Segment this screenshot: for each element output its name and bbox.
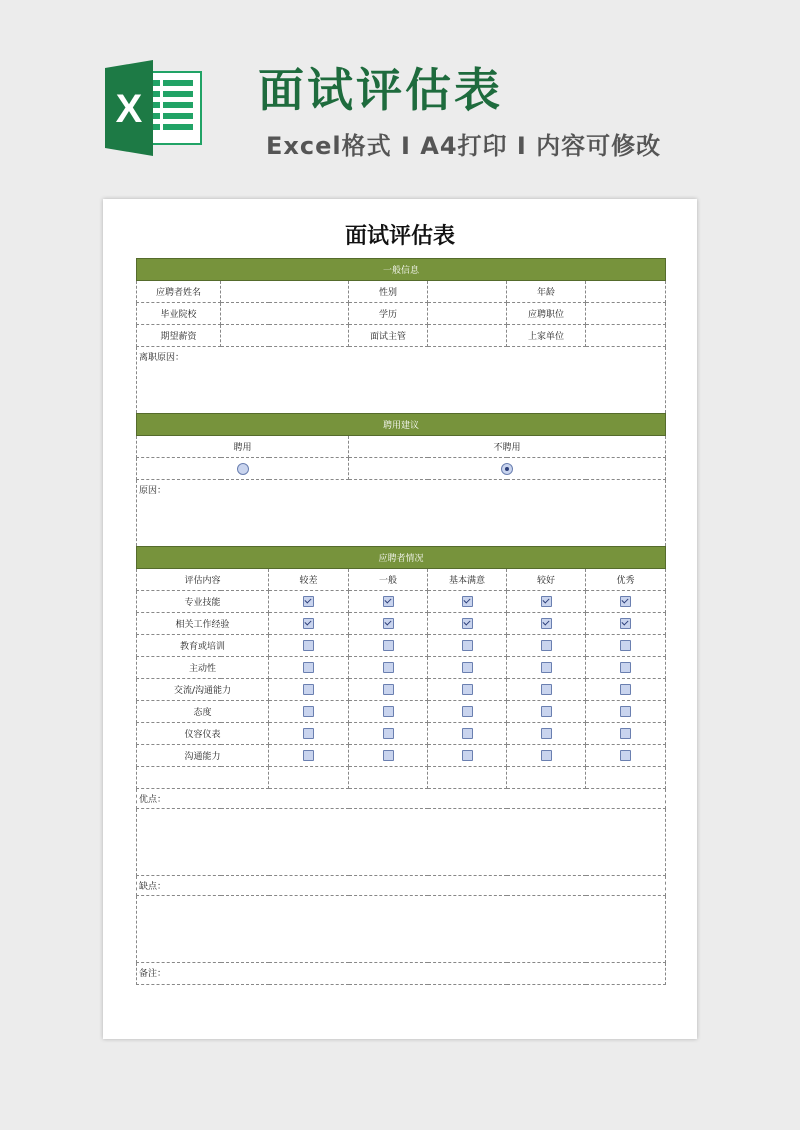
rating-checkbox[interactable]	[303, 684, 314, 695]
evaluation-row-label: 仪容仪表	[137, 723, 269, 745]
evaluation-row	[137, 657, 666, 679]
rating-checkbox[interactable]	[462, 640, 473, 651]
rating-checkbox[interactable]	[541, 618, 552, 629]
strengths-field[interactable]	[137, 809, 666, 876]
input-interviewer[interactable]	[428, 325, 507, 347]
eval-col-header: 评估内容	[137, 569, 269, 591]
section-header-evaluation: 应聘者情况	[137, 547, 666, 569]
empty-cell[interactable]	[349, 767, 428, 789]
logo-letter: X	[115, 87, 143, 131]
label-interviewer: 面试主管	[349, 325, 428, 347]
rating-checkbox[interactable]	[303, 618, 314, 629]
rating-checkbox[interactable]	[620, 618, 631, 629]
rating-checkbox[interactable]	[383, 728, 394, 739]
eval-col-header: 基本满意	[428, 569, 507, 591]
rating-checkbox[interactable]	[541, 640, 552, 651]
label-age: 年龄	[507, 281, 586, 303]
interview-form-table	[136, 258, 666, 985]
section-header-general: 一般信息	[137, 259, 666, 281]
rating-checkbox[interactable]	[462, 618, 473, 629]
evaluation-row	[137, 745, 666, 767]
option-hire-label: 聘用	[137, 436, 349, 458]
banner-title: 面试评估表	[258, 63, 503, 117]
option-not-hire-label: 不聘用	[349, 436, 666, 458]
rating-checkbox[interactable]	[383, 618, 394, 629]
evaluation-row	[137, 723, 666, 745]
evaluation-row-label: 教育或培训	[137, 635, 269, 657]
evaluation-row-label: 态度	[137, 701, 269, 723]
rating-checkbox[interactable]	[303, 750, 314, 761]
hire-reason-field[interactable]: 原因：	[137, 480, 666, 547]
rating-checkbox[interactable]	[620, 728, 631, 739]
input-education[interactable]	[428, 303, 507, 325]
excel-logo-icon	[103, 58, 203, 158]
rating-checkbox[interactable]	[462, 728, 473, 739]
form-sheet	[103, 199, 697, 1039]
input-school[interactable]	[221, 303, 349, 325]
rating-checkbox[interactable]	[303, 596, 314, 607]
rating-checkbox[interactable]	[383, 706, 394, 717]
label-gender: 性别	[349, 281, 428, 303]
rating-checkbox[interactable]	[462, 684, 473, 695]
rating-checkbox[interactable]	[541, 684, 552, 695]
evaluation-row	[137, 635, 666, 657]
rating-checkbox[interactable]	[383, 662, 394, 673]
eval-col-header: 优秀	[586, 569, 666, 591]
rating-checkbox[interactable]	[541, 596, 552, 607]
rating-checkbox[interactable]	[383, 640, 394, 651]
evaluation-row	[137, 701, 666, 723]
rating-checkbox[interactable]	[541, 750, 552, 761]
evaluation-row-label: 沟通能力	[137, 745, 269, 767]
label-previous-employer: 上家单位	[507, 325, 586, 347]
rating-checkbox[interactable]	[541, 728, 552, 739]
rating-checkbox[interactable]	[541, 662, 552, 673]
rating-checkbox[interactable]	[462, 706, 473, 717]
evaluation-row-label: 交流/沟通能力	[137, 679, 269, 701]
weaknesses-field[interactable]	[137, 896, 666, 963]
rating-checkbox[interactable]	[620, 684, 631, 695]
notes-field[interactable]: 备注：	[137, 963, 666, 985]
label-name: 应聘者姓名	[137, 281, 221, 303]
label-position: 应聘职位	[507, 303, 586, 325]
banner-subtitle: Excel格式 I A4打印 I 内容可修改	[266, 132, 662, 160]
rating-checkbox[interactable]	[462, 750, 473, 761]
input-gender[interactable]	[428, 281, 507, 303]
evaluation-row	[137, 679, 666, 701]
rating-checkbox[interactable]	[383, 684, 394, 695]
evaluation-row-label: 相关工作经验	[137, 613, 269, 635]
rating-checkbox[interactable]	[383, 750, 394, 761]
rating-checkbox[interactable]	[303, 662, 314, 673]
empty-cell[interactable]	[586, 767, 666, 789]
evaluation-rows	[137, 591, 666, 767]
strengths-label: 优点：	[137, 789, 666, 809]
rating-checkbox[interactable]	[620, 706, 631, 717]
rating-checkbox[interactable]	[383, 596, 394, 607]
empty-cell[interactable]	[507, 767, 586, 789]
section-header-hire: 聘用建议	[137, 414, 666, 436]
label-salary: 期望薪资	[137, 325, 221, 347]
rating-checkbox[interactable]	[303, 640, 314, 651]
input-position[interactable]	[586, 303, 666, 325]
evaluation-row	[137, 591, 666, 613]
empty-cell[interactable]	[137, 767, 269, 789]
banner	[0, 0, 800, 190]
rating-checkbox[interactable]	[303, 728, 314, 739]
evaluation-row-label: 专业技能	[137, 591, 269, 613]
rating-checkbox[interactable]	[620, 750, 631, 761]
radio-not-hire[interactable]	[501, 463, 513, 475]
rating-checkbox[interactable]	[620, 596, 631, 607]
eval-col-header: 较好	[507, 569, 586, 591]
empty-cell[interactable]	[428, 767, 507, 789]
leave-reason-field[interactable]: 离职原因：	[137, 347, 666, 414]
sheet-title: 面试评估表	[344, 224, 455, 249]
evaluation-row	[137, 613, 666, 635]
input-previous-employer[interactable]	[586, 325, 666, 347]
rating-checkbox[interactable]	[620, 662, 631, 673]
input-salary[interactable]	[221, 325, 349, 347]
eval-col-header: 较差	[269, 569, 349, 591]
rating-checkbox[interactable]	[462, 662, 473, 673]
label-education: 学历	[349, 303, 428, 325]
input-name[interactable]	[221, 281, 349, 303]
radio-hire[interactable]	[237, 463, 249, 475]
eval-col-header: 一般	[349, 569, 428, 591]
evaluation-row-label: 主动性	[137, 657, 269, 679]
rating-checkbox[interactable]	[462, 596, 473, 607]
label-school: 毕业院校	[137, 303, 221, 325]
empty-cell[interactable]	[269, 767, 349, 789]
rating-checkbox[interactable]	[620, 640, 631, 651]
input-age[interactable]	[586, 281, 666, 303]
rating-checkbox[interactable]	[303, 706, 314, 717]
weaknesses-label: 缺点：	[137, 876, 666, 896]
rating-checkbox[interactable]	[541, 706, 552, 717]
